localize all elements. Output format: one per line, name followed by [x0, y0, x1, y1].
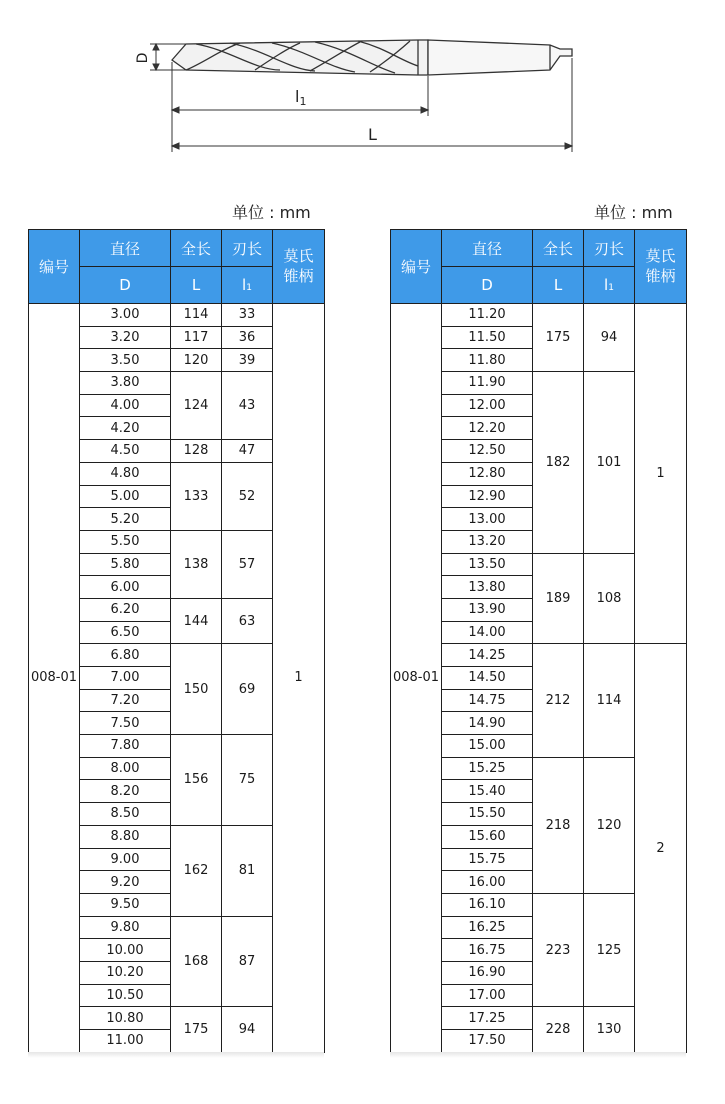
header-diameter: 直径	[442, 230, 533, 267]
diameter-cell: 5.00	[80, 485, 171, 508]
total-length-cell: 228	[533, 1007, 584, 1052]
total-length-cell: 182	[533, 372, 584, 554]
diameter-cell: 10.20	[80, 961, 171, 984]
diameter-cell: 3.50	[80, 349, 171, 372]
blade-length-cell: 33	[222, 304, 273, 327]
diameter-cell: 14.90	[442, 712, 533, 735]
header-code: 编号	[391, 230, 442, 304]
diameter-cell: 8.20	[80, 780, 171, 803]
diameter-cell: 4.20	[80, 417, 171, 440]
diameter-cell: 10.50	[80, 984, 171, 1007]
header-sym-l1: l1	[584, 267, 635, 304]
header-sym-l1: l1	[222, 267, 273, 304]
diameter-cell: 11.80	[442, 349, 533, 372]
total-length-cell: 189	[533, 553, 584, 644]
diameter-cell: 9.00	[80, 848, 171, 871]
total-length-cell: 150	[171, 644, 222, 735]
spec-table-right	[390, 229, 687, 1053]
header-morse-taper: 莫氏锥柄	[635, 230, 687, 304]
diameter-cell: 15.40	[442, 780, 533, 803]
diameter-cell: 17.25	[442, 1007, 533, 1030]
diameter-cell: 3.00	[80, 304, 171, 327]
diameter-cell: 9.80	[80, 916, 171, 939]
diameter-cell: 10.80	[80, 1007, 171, 1030]
blade-length-cell: 47	[222, 440, 273, 463]
drill-diagram	[0, 0, 725, 170]
total-length-cell: 120	[171, 349, 222, 372]
diameter-cell: 13.20	[442, 530, 533, 553]
unit-label-right: 单位 : mm	[594, 203, 673, 222]
diameter-cell: 12.50	[442, 440, 533, 463]
blade-length-cell: 87	[222, 916, 273, 1007]
total-length-cell: 114	[171, 304, 222, 327]
diameter-cell: 9.20	[80, 871, 171, 894]
diameter-cell: 15.00	[442, 735, 533, 758]
code-cell: 008-01	[391, 304, 442, 1053]
diameter-cell: 7.80	[80, 735, 171, 758]
diameter-cell: 3.20	[80, 326, 171, 349]
header-sym-L: L	[171, 267, 222, 304]
diameter-cell: 6.50	[80, 621, 171, 644]
header-sym-D: D	[442, 267, 533, 304]
diameter-cell: 5.80	[80, 553, 171, 576]
blade-length-cell: 52	[222, 462, 273, 530]
diameter-cell: 7.50	[80, 712, 171, 735]
blade-length-cell: 69	[222, 644, 273, 735]
blade-length-cell: 39	[222, 349, 273, 372]
diameter-cell: 16.90	[442, 961, 533, 984]
total-length-cell: 223	[533, 893, 584, 1006]
diameter-cell: 6.80	[80, 644, 171, 667]
unit-label-left: 单位 : mm	[232, 203, 311, 222]
table-right-shadow	[390, 1052, 686, 1058]
total-length-cell: 144	[171, 598, 222, 643]
diameter-cell: 11.00	[80, 1030, 171, 1053]
spec-table-left-body	[29, 304, 325, 1053]
diameter-cell: 5.50	[80, 530, 171, 553]
blade-length-cell: 81	[222, 825, 273, 916]
total-length-cell: 124	[171, 372, 222, 440]
blade-length-cell: 94	[584, 304, 635, 372]
diameter-cell: 11.20	[442, 304, 533, 327]
total-length-cell: 175	[171, 1007, 222, 1052]
blade-length-cell: 108	[584, 553, 635, 644]
diameter-cell: 14.25	[442, 644, 533, 667]
diameter-cell: 16.25	[442, 916, 533, 939]
diameter-cell: 5.20	[80, 508, 171, 531]
code-cell: 008-01	[29, 304, 80, 1053]
diameter-cell: 6.00	[80, 576, 171, 599]
diameter-cell: 11.50	[442, 326, 533, 349]
diameter-cell: 9.50	[80, 893, 171, 916]
diameter-cell: 12.80	[442, 462, 533, 485]
diameter-cell: 16.00	[442, 871, 533, 894]
blade-length-cell: 63	[222, 598, 273, 643]
diameter-cell: 14.50	[442, 667, 533, 690]
taper-cell: 1	[635, 304, 687, 644]
total-length-cell: 212	[533, 644, 584, 757]
header-sym-D: D	[80, 267, 171, 304]
blade-length-cell: 130	[584, 1007, 635, 1052]
diameter-cell: 4.80	[80, 462, 171, 485]
diameter-cell: 7.20	[80, 689, 171, 712]
total-length-cell: 133	[171, 462, 222, 530]
taper-cell: 2	[635, 644, 687, 1052]
diameter-cell: 4.50	[80, 440, 171, 463]
diameter-cell: 15.60	[442, 825, 533, 848]
total-length-cell: 168	[171, 916, 222, 1007]
blade-length-cell: 36	[222, 326, 273, 349]
total-length-cell: 138	[171, 530, 222, 598]
blade-length-cell: 75	[222, 735, 273, 826]
table-row	[29, 304, 325, 327]
label-l1: l1	[295, 87, 307, 108]
total-length-cell: 156	[171, 735, 222, 826]
diameter-cell: 15.25	[442, 757, 533, 780]
diameter-cell: 16.75	[442, 939, 533, 962]
header-blade-length: 刃长	[584, 230, 635, 267]
diameter-cell: 14.00	[442, 621, 533, 644]
label-L: L	[368, 125, 377, 144]
diameter-cell: 13.50	[442, 553, 533, 576]
diameter-cell: 12.90	[442, 485, 533, 508]
taper-cell: 1	[273, 304, 325, 1053]
spec-table-left	[28, 229, 325, 1053]
diameter-cell: 13.80	[442, 576, 533, 599]
spec-table-right-body	[391, 304, 687, 1053]
header-diameter: 直径	[80, 230, 171, 267]
label-D: D	[135, 52, 151, 64]
diameter-cell: 8.00	[80, 757, 171, 780]
diameter-cell: 11.90	[442, 372, 533, 395]
diameter-cell: 17.50	[442, 1030, 533, 1053]
diameter-cell: 8.80	[80, 825, 171, 848]
diameter-cell: 3.80	[80, 372, 171, 395]
total-length-cell: 162	[171, 825, 222, 916]
total-length-cell: 218	[533, 757, 584, 893]
diameter-cell: 4.00	[80, 394, 171, 417]
blade-length-cell: 94	[222, 1007, 273, 1052]
table-left-shadow	[28, 1052, 324, 1058]
diameter-cell: 13.90	[442, 598, 533, 621]
header-total-length: 全长	[533, 230, 584, 267]
blade-length-cell: 125	[584, 893, 635, 1006]
header-blade-length: 刃长	[222, 230, 273, 267]
header-sym-L: L	[533, 267, 584, 304]
drill-body	[172, 40, 572, 75]
blade-length-cell: 114	[584, 644, 635, 757]
blade-length-cell: 57	[222, 530, 273, 598]
blade-length-cell: 120	[584, 757, 635, 893]
total-length-cell: 128	[171, 440, 222, 463]
total-length-cell: 175	[533, 304, 584, 372]
header-code: 编号	[29, 230, 80, 304]
blade-length-cell: 43	[222, 372, 273, 440]
diameter-cell: 8.50	[80, 803, 171, 826]
table-row	[391, 304, 687, 327]
header-morse-taper: 莫氏锥柄	[273, 230, 325, 304]
diameter-cell: 13.00	[442, 508, 533, 531]
diameter-cell: 14.75	[442, 689, 533, 712]
diameter-cell: 10.00	[80, 939, 171, 962]
blade-length-cell: 101	[584, 372, 635, 554]
diameter-cell: 17.00	[442, 984, 533, 1007]
diameter-cell: 15.50	[442, 803, 533, 826]
header-total-length: 全长	[171, 230, 222, 267]
diameter-cell: 16.10	[442, 893, 533, 916]
diameter-cell: 7.00	[80, 667, 171, 690]
diameter-cell: 15.75	[442, 848, 533, 871]
diameter-cell: 12.00	[442, 394, 533, 417]
total-length-cell: 117	[171, 326, 222, 349]
diameter-cell: 12.20	[442, 417, 533, 440]
diameter-cell: 6.20	[80, 598, 171, 621]
